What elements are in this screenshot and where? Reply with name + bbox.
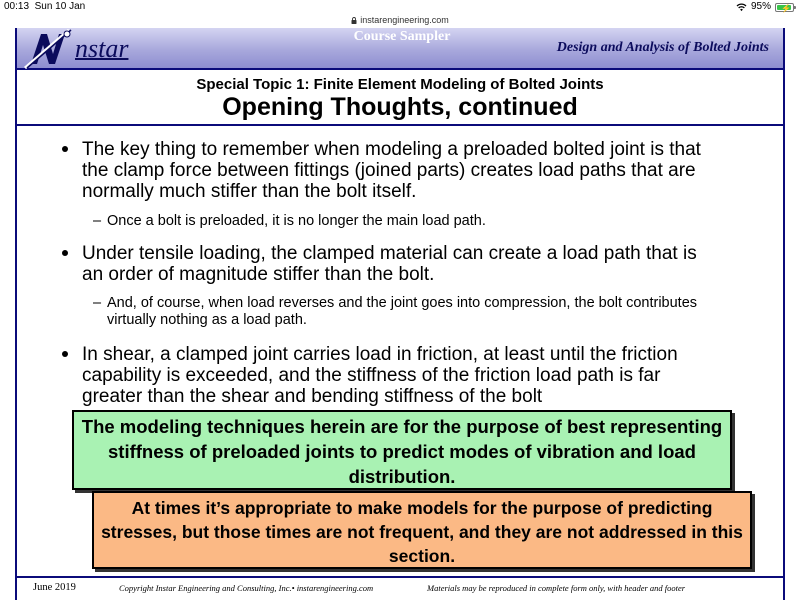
sub-bullet-dash: – [93,213,102,229]
battery-tip [794,6,796,9]
url-text: instarengineering.com [360,15,449,25]
instar-logo [23,28,163,70]
bullet-dot [62,351,68,357]
bullet-item [82,139,722,202]
footer-copyright: Copyright Instar Engineering and Consulting, Inc.• instarengineering.com [119,583,374,593]
url-bar[interactable] [0,14,800,28]
slide-header [17,28,783,70]
slide-subtitle: Special Topic 1: Finite Element Modeling of Bolted Joints [196,76,604,93]
course-sampler-label: Course Sampler [353,29,451,44]
instar-logo-mark-icon [23,28,83,70]
callout-stress-models: At times it’s appropriate to make models for the purpose of predicting stresses, but those times are not frequent, and they are not addressed in this section. [92,491,752,569]
battery-percent: 95% [750,1,771,12]
status-time: 00:13 [4,1,30,12]
footer-date: June 2019 [33,582,76,593]
sub-bullet-item [93,213,747,230]
status-indicators [736,0,794,14]
footer-materials-note: Materials may be reproduced in complete form only, with header and footer [427,583,686,593]
sub-bullet-dash: – [93,295,102,311]
status-date: Sun 10 Jan [34,1,86,12]
callout-modeling-purpose: The modeling techniques herein are for the purpose of best representing stiffness of preloaded joints to predict modes of vibration and load distribution. [72,410,732,490]
slide-title: Opening Thoughts, continued [222,93,578,121]
bullet-text: The key thing to remember when modeling a preloaded bolted joint is that the clamp force between fittings (joined parts) creates load paths that are normally much stiffer than the bolt itself. [82,139,701,202]
status-time-date [4,0,85,14]
sub-bullet-text: Once a bolt is preloaded, it is no longer the main load path. [107,213,486,229]
bullet-item [82,344,722,407]
logo-text: nstar [75,34,129,63]
slide [15,28,785,600]
slide-footer [17,576,783,600]
sub-bullet-item [93,295,747,329]
wifi-icon [736,3,747,12]
bullet-dot [62,250,68,256]
battery-charging-icon [775,3,794,12]
course-title: Design and Analysis of Bolted Joints [556,40,769,55]
bullet-dot [62,146,68,152]
bullet-text: Under tensile loading, the clamped material can create a load path that is an order of magnitude stiffer than the bolt. [82,243,697,285]
bullet-item [82,243,722,285]
charging-bolt-icon: ⚡ [781,3,791,13]
bullet-text: In shear, a clamped joint carries load in friction, at least until the friction capability is exceeded, and the stiffness of the friction load path is far greater than the shear and bending stiffness of the bolt [82,344,678,407]
sub-bullet-text: And, of course, when load reverses and the joint goes into compression, the bolt contributes virtually nothing as a load path. [107,295,698,328]
title-block [17,72,783,126]
lock-icon [351,17,357,24]
status-bar [0,0,800,14]
